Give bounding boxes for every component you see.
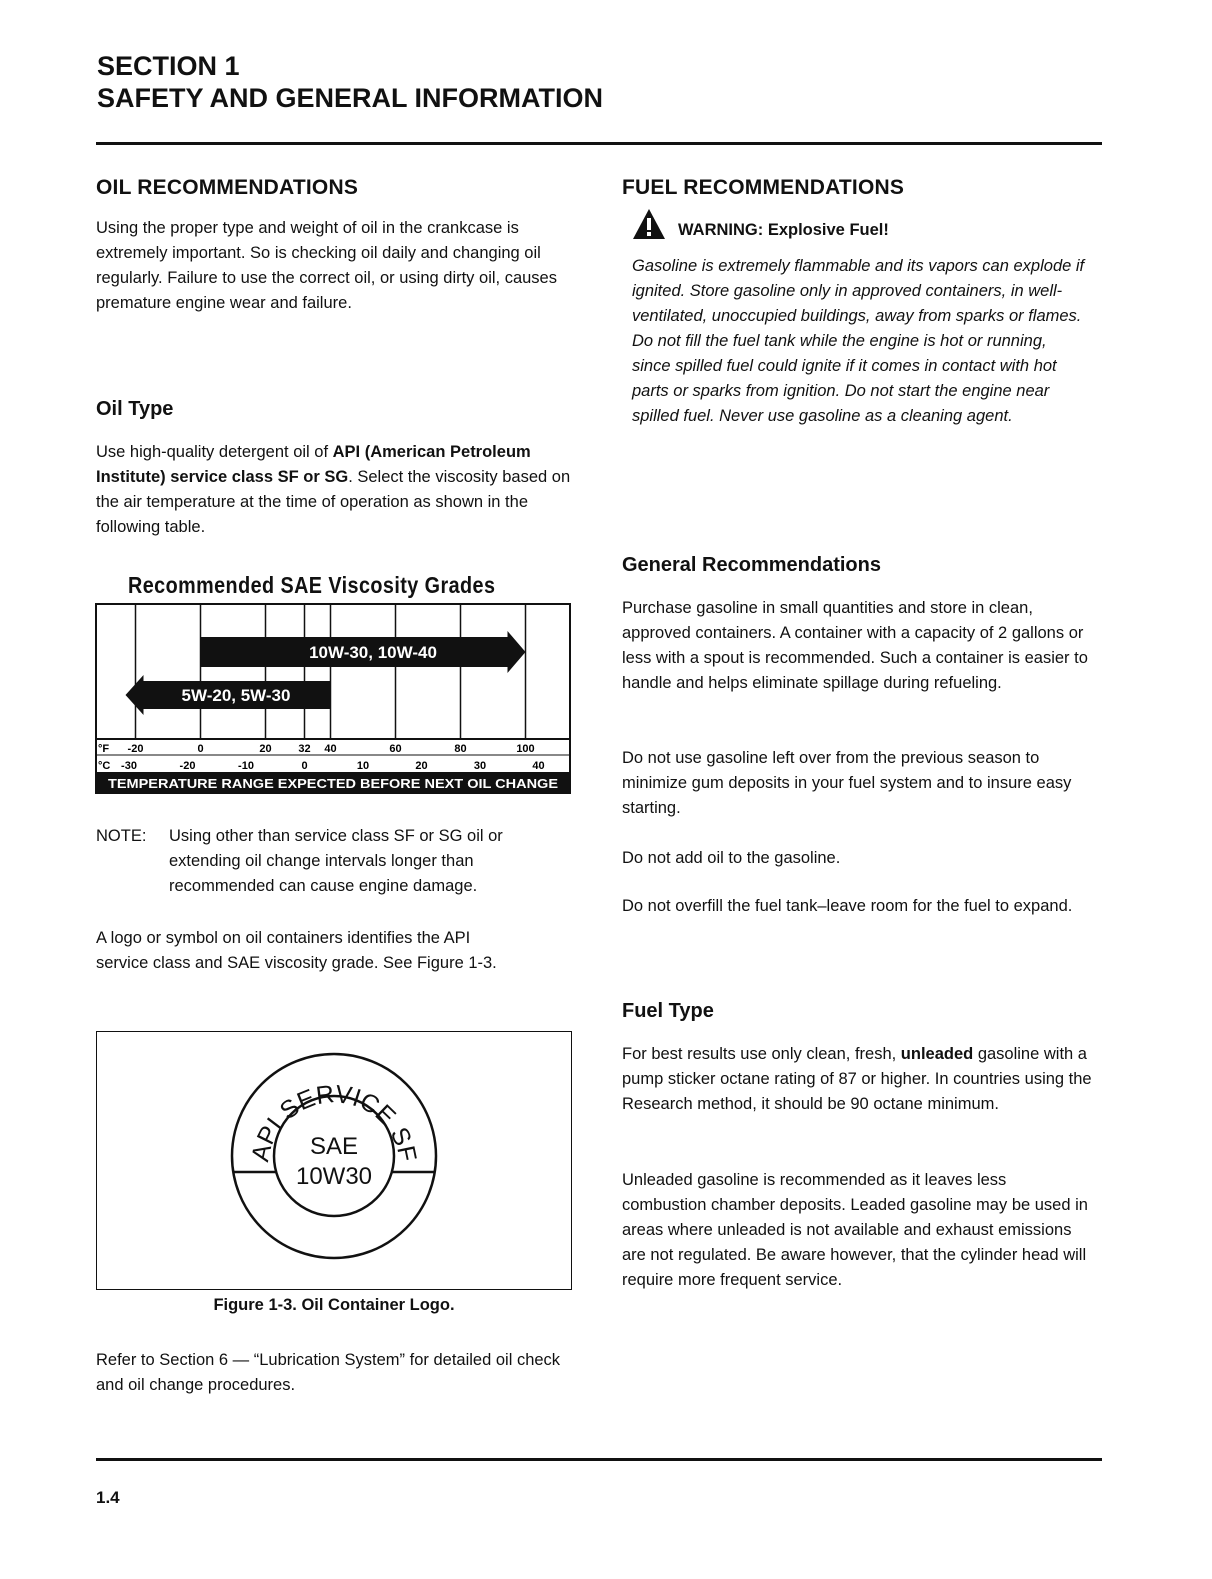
f-tick-label-7: 100 [516, 743, 535, 755]
fuel-type-unleaded: unleaded [900, 1045, 974, 1063]
c-tick-label-1: -20 [179, 760, 196, 772]
section-header [97, 50, 603, 114]
oil-note [96, 824, 576, 899]
c-unit-label: °C [98, 760, 111, 772]
f-unit-label: °F [98, 743, 110, 755]
general-paragraph-4: Do not overfill the fuel tank–leave room for the fuel to expand. [622, 897, 1073, 915]
fuel-type-text: For best results use only clean, fresh, [622, 1045, 901, 1063]
c-tick-label-2: -10 [238, 760, 254, 772]
fuel-type-heading: Fuel Type [622, 1000, 714, 1022]
chart-footer-text: TEMPERATURE RANGE EXPECTED BEFORE NEXT OIL CHANGE [108, 776, 559, 791]
oil-type-heading: Oil Type [96, 398, 174, 420]
fuel-type-paragraph-2: Unleaded gasoline is recommended as it leaves less combustion chamber deposits. Leaded gasoline may be used in areas where unleaded is not available and exhaust emissions are not regulated. Be aware however, that the cylinder head will require more frequent service. [622, 1171, 1088, 1289]
logo-grade-text: 10W30 [295, 1163, 373, 1190]
note-text: Using other than service class SF or SG oil or extending oil change intervals longer than recommended can cause engine damage. [169, 827, 503, 895]
chart-title: Recommended SAE Viscosity Grades [128, 572, 496, 598]
oil-type-spec: API (American Petroleum Institute) service class SF or SG [96, 443, 531, 486]
section-number: SECTION 1 [97, 51, 240, 81]
f-tick-label-3: 32 [298, 743, 311, 755]
c-tick-label-5: 20 [415, 760, 428, 772]
header-rule [96, 142, 1102, 145]
section-title: SAFETY AND GENERAL INFORMATION [97, 83, 604, 113]
c-tick-label-7: 40 [532, 760, 545, 772]
general-recommendations-heading: General Recommendations [622, 554, 881, 576]
fuel-type-text-end: gasoline with a pump sticker octane rating of 87 or higher. In countries using the Research method, it should be 90 octane minimum. [622, 1045, 1092, 1113]
f-tick-label-4: 40 [324, 743, 337, 755]
logo-ring-text: API SERVICE SF [246, 1080, 422, 1164]
general-paragraph-1: Purchase gasoline in small quantities and store in clean, approved containers. A container with a capacity of 2 gallons or less with a spout is recommended. Such a container is easier to handle and helps eliminate spillage during refueling. [622, 599, 1088, 692]
refer-paragraph: Refer to Section 6 — “Lubrication System” for detailed oil check and oil change procedures. [96, 1351, 561, 1394]
fuel-recommendations-heading: FUEL RECOMMENDATIONS [622, 176, 905, 199]
figure-caption: Figure 1-3. Oil Container Logo. [213, 1296, 455, 1314]
general-paragraph-2: Do not use gasoline left over from the previous season to minimize gum deposits in your fuel system and to insure easy starting. [622, 749, 1072, 817]
f-tick-label-5: 60 [389, 743, 402, 755]
oil-type-text: Use high-quality detergent oil of [96, 443, 333, 461]
f-tick-label-2: 20 [259, 743, 272, 755]
c-tick-label-6: 30 [473, 760, 487, 772]
c-tick-label-0: -30 [121, 760, 137, 772]
warning-text: Gasoline is extremely flammable and its vapors can explode if ignited. Store gasoline only in approved containers, in well-ventilated, unoccupied buildings, away from sparks or flames. Do not fill the fuel tank while the engine is hot or running, since spilled fuel could ignite if it comes in contact with hot parts or sparks from ignition. Do not start the engine near spilled fuel. Never use gasoline as a cleaning agent. [632, 257, 1085, 425]
note-label: NOTE: [96, 827, 147, 845]
f-tick-label-1: 0 [197, 743, 204, 755]
oil-recommendations-heading: OIL RECOMMENDATIONS [96, 176, 359, 199]
api-service-logo [228, 1050, 440, 1262]
c-tick-label-4: 10 [356, 760, 370, 772]
general-paragraph-3: Do not add oil to the gasoline. [622, 849, 841, 867]
page-number: 1.4 [96, 1488, 120, 1507]
logo-paragraph: A logo or symbol on oil containers identifies the API service class and SAE viscosity grade. See Figure 1-3. [96, 929, 497, 972]
oil-type-text-end: . Select the viscosity based on the air temperature at the time of operation as shown in the following table. [96, 468, 571, 536]
band-10w30-10w40-label: 10W-30, 10W-40 [309, 643, 437, 662]
viscosity-chart [95, 603, 571, 795]
fuel-type-paragraph [622, 1042, 1098, 1117]
logo-sae-text: SAE [309, 1133, 359, 1160]
warning-triangle-icon [632, 208, 666, 240]
warning-label: WARNING: Explosive Fuel! [678, 221, 889, 239]
footer-rule [96, 1458, 1102, 1461]
f-tick-label-0: -20 [127, 743, 144, 755]
oil-type-paragraph [96, 440, 574, 540]
oil-intro-paragraph: Using the proper type and weight of oil in the crankcase is extremely important. So is checking oil daily and changing oil regularly. Failure to use the correct oil, or using dirty oil, causes premature engine wear and failure. [96, 219, 557, 312]
c-tick-label-3: 0 [301, 760, 308, 772]
band-5w20-5w30-label: 5W-20, 5W-30 [181, 686, 291, 705]
warning-line [632, 208, 889, 240]
f-tick-label-6: 80 [454, 743, 467, 755]
